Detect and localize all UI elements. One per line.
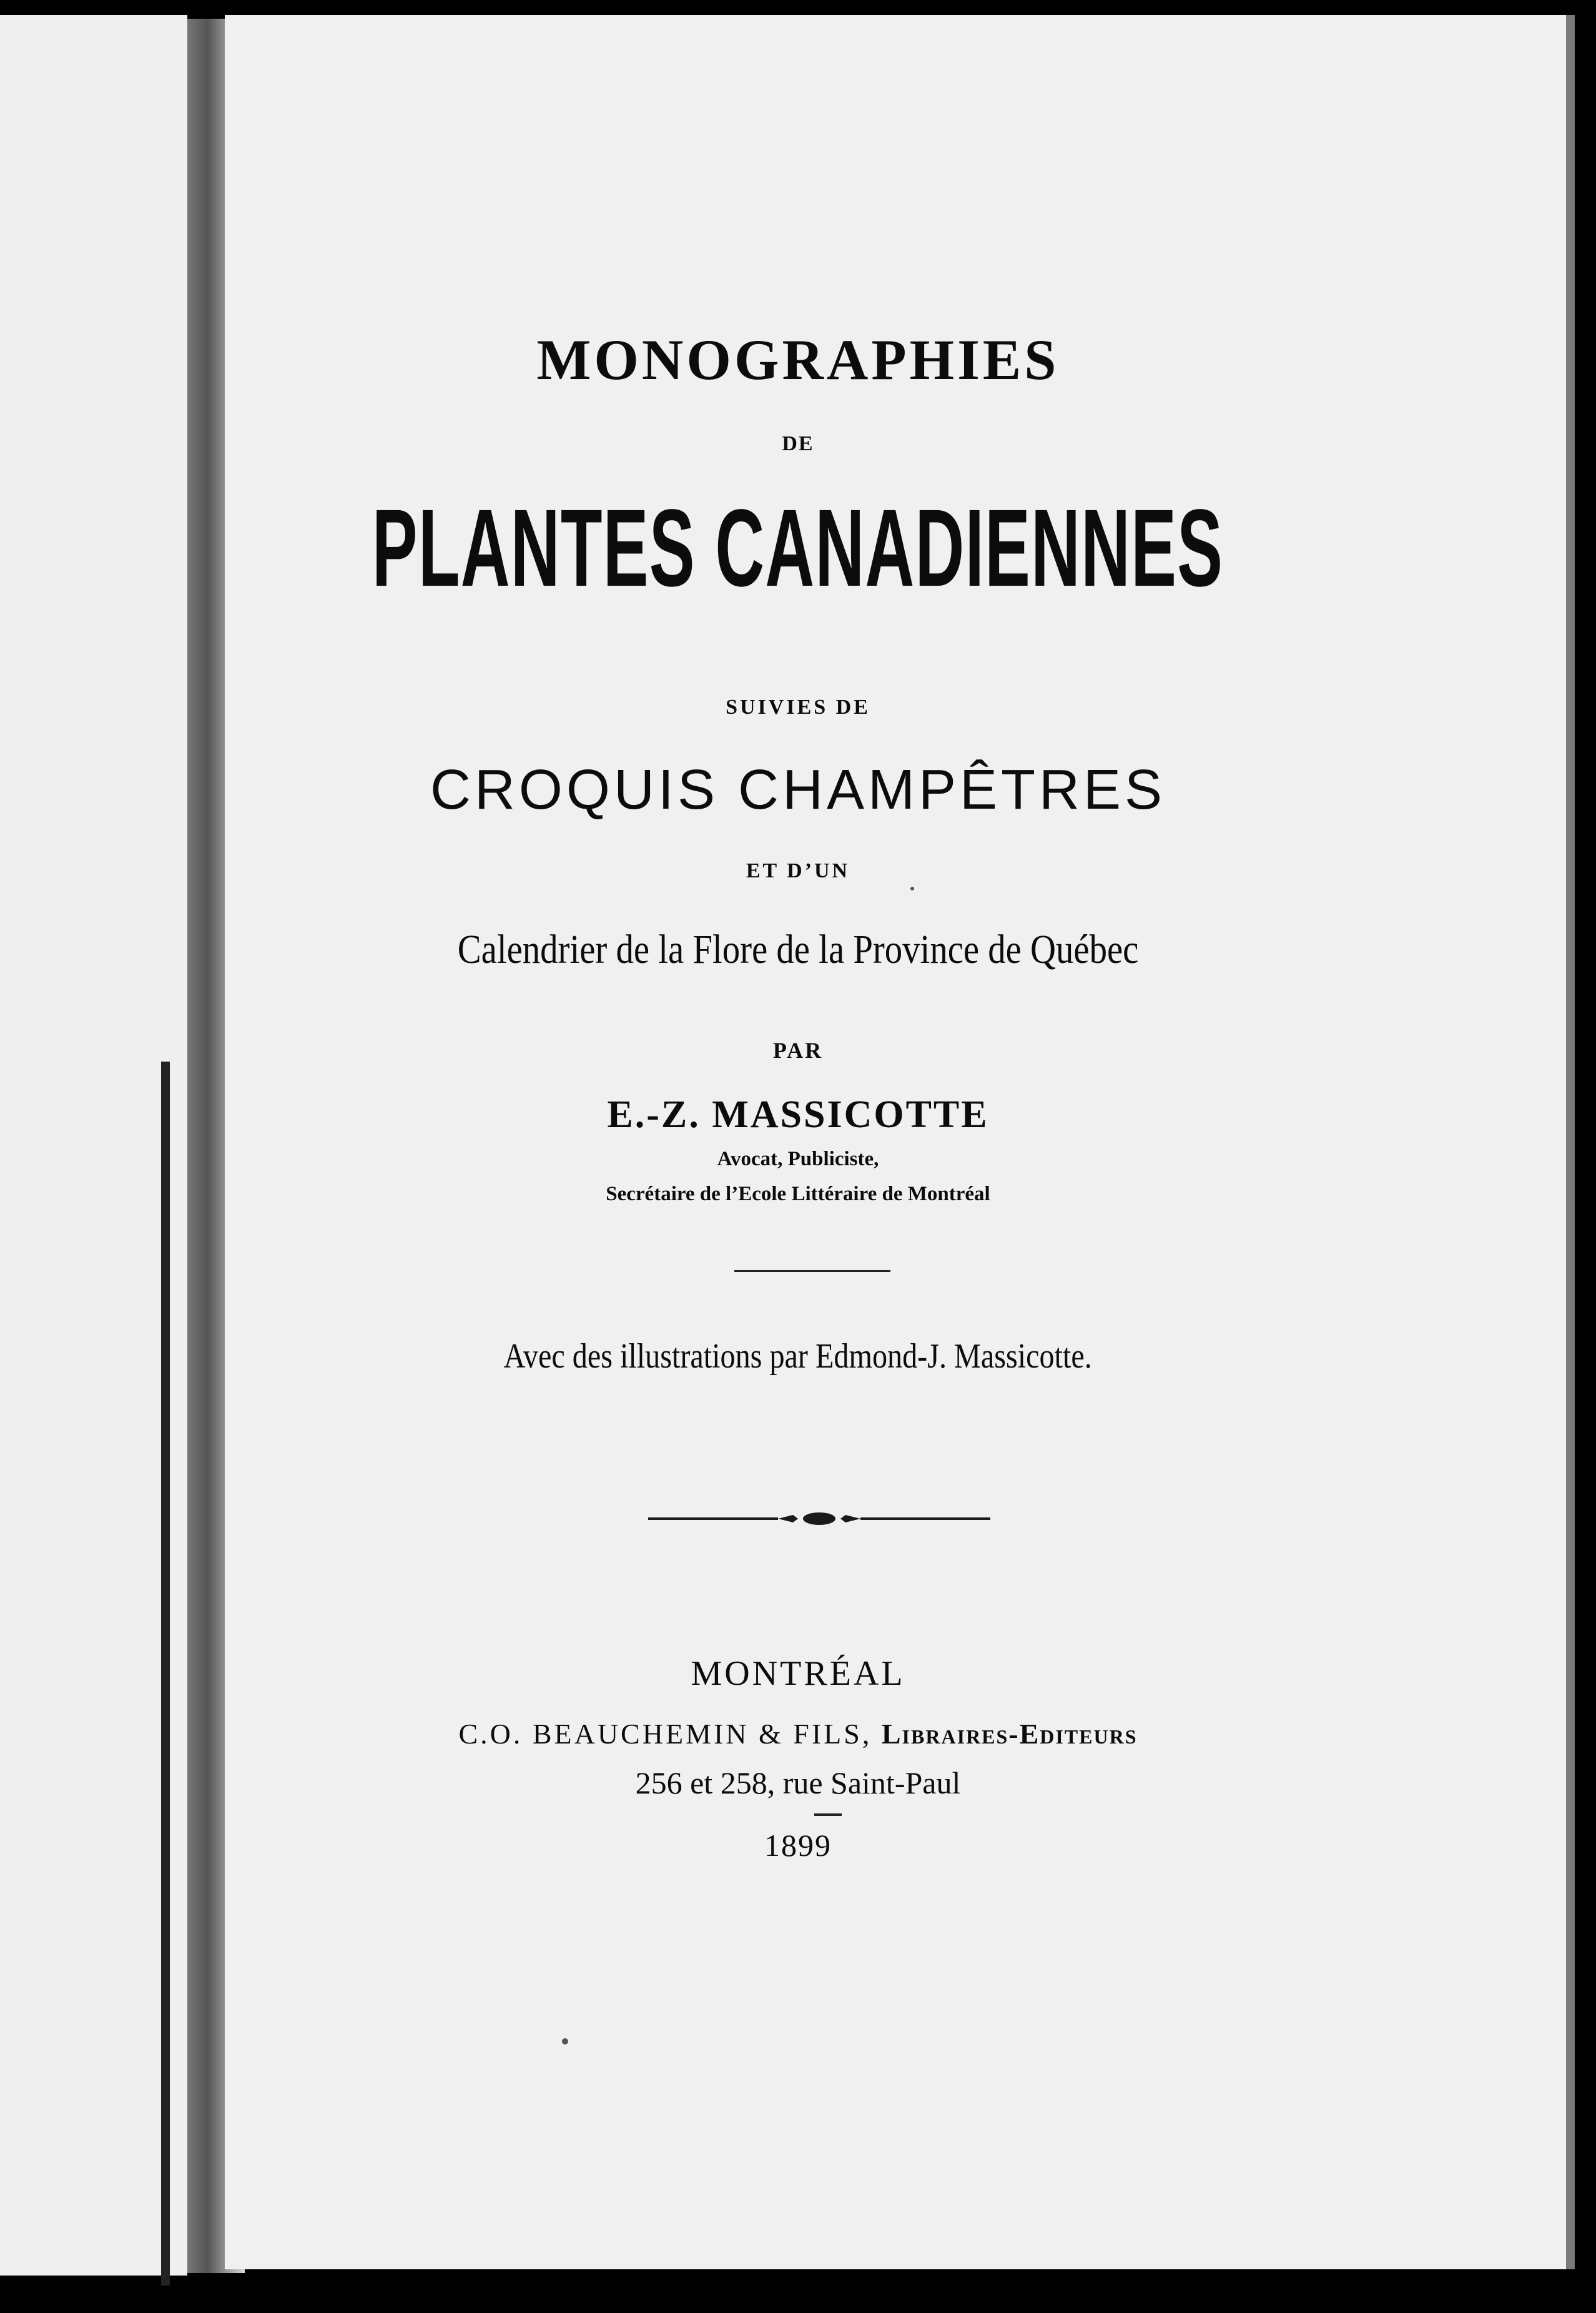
- divider-rule: [734, 1270, 890, 1272]
- publisher-name: C.O. BEAUCHEMIN & FILS,: [458, 1718, 882, 1750]
- imprint-year: 1899: [764, 1828, 832, 1863]
- imprint-address: 256 et 258, rue Saint-Paul: [635, 1765, 961, 1800]
- main-title: [0, 487, 1596, 609]
- calendar-title: [0, 929, 1596, 970]
- subtitle: CROQUIS CHAMPÊTRES: [430, 759, 1166, 821]
- imprint-city: MONTRÉAL: [691, 1654, 905, 1693]
- series-title: MONOGRAPHIES: [536, 328, 1060, 392]
- connector-de: DE: [782, 432, 814, 455]
- author-role-line-1: Avocat, Publiciste,: [717, 1148, 879, 1170]
- illustrations-credit: [0, 1339, 1596, 1374]
- author-name: E.-Z. MASSICOTTE: [607, 1093, 989, 1136]
- illustrations-credit-text: Avec des illustrations par Edmond-J. Massicotte.: [503, 1337, 1093, 1376]
- year-dash: [814, 1813, 842, 1816]
- imprint-publisher: [0, 1720, 1596, 1748]
- calendar-title-text: Calendrier de la Flore de la Province de Québec: [457, 927, 1139, 972]
- connector-et-dun: ET D’UN: [746, 859, 850, 882]
- scan-speck: [910, 887, 914, 890]
- main-title-text: PLANTES CANADIENNES: [372, 487, 1224, 609]
- scan-speck: [562, 2038, 568, 2044]
- author-role-line-2: Secrétaire de l’Ecole Littéraire de Montréal: [606, 1183, 990, 1205]
- publisher-role: Libraires-Editeurs: [881, 1718, 1138, 1750]
- ornamental-divider: [648, 1506, 990, 1531]
- connector-par: PAR: [772, 1038, 824, 1063]
- connector-suivies-de: SUIVIES DE: [726, 696, 870, 719]
